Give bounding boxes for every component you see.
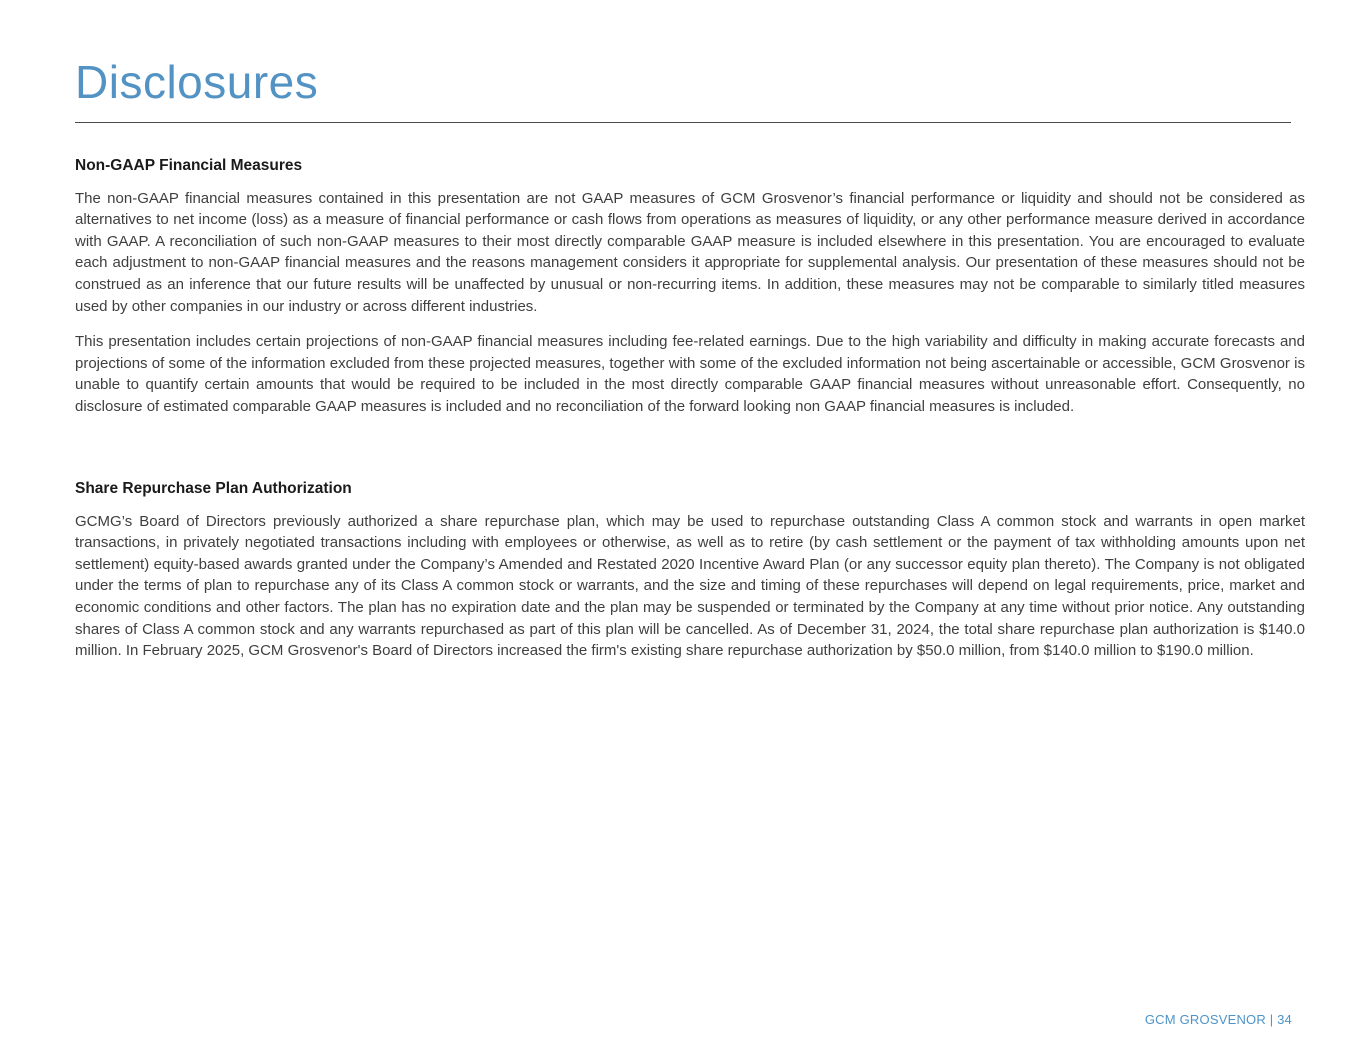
section-non-gaap-financial-measures: [75, 157, 1305, 418]
section-share-repurchase-plan: [75, 480, 1305, 662]
paragraph-non-gaap-2: This presentation includes certain projections of non-GAAP financial measures including fee-related earnings. Due to the high variability and difficulty in making accurate forecasts and projections of some of the information excluded from these projected measures, together with some of the excluded information not being ascertainable or accessible, GCM Grosvenor is unable to quantify certain amounts that would be required to be included in the most directly comparable GAAP financial measures without unreasonable effort. Consequently, no disclosure of estimated comparable GAAP measures is included and no reconciliation of the forward looking non GAAP financial measures is included.: [75, 333, 1305, 415]
title-divider: [75, 122, 1291, 123]
paragraph-non-gaap-1: The non-GAAP financial measures contained in this presentation are not GAAP measures of GCM Grosvenor’s financial performance or liquidity and should not be considered as alternatives to net income (loss) as a measure of financial performance or cash flows from operations as measures of liquidity, or any other performance measure derived in accordance with GAAP. A reconciliation of such non-GAAP measures to their most directly comparable GAAP measure is included elsewhere in this presentation. You are encouraged to evaluate each adjustment to non-GAAP financial measures and the reasons management considers it appropriate for supplemental analysis. Our presentation of these measures should not be construed as an inference that our future results will be unaffected by unusual or non-recurring items. In addition, these measures may not be comparable to similarly titled measures used by other companies in our industry or across different industries.: [75, 189, 1305, 315]
page-footer: GCM GROSVENOR | 34: [1144, 1012, 1292, 1027]
section-heading-share-repurchase: Share Repurchase Plan Authorization: [75, 479, 352, 497]
paragraph-share-repurchase-1: GCMG’s Board of Directors previously authorized a share repurchase plan, which may be used to repurchase outstanding Class A common stock and warrants in open market transactions, in privately negotiated transactions including with employees or otherwise, as well as to retire (by cash settlement or the payment of tax withholding amounts upon net settlement) equity-based awards granted under the Company’s Amended and Restated 2020 Incentive Award Plan (or any successor equity plan thereto). The Company is not obligated under the terms of plan to repurchase any of its Class A common stock or warrants, and the size and timing of these repurchases will depend on legal requirements, price, market and economic conditions and other factors. The plan has no expiration date and the plan may be suspended or terminated by the Company at any time without prior notice. Any outstanding shares of Class A common stock and any warrants repurchased as part of this plan will be cancelled. As of December 31, 2024, the total share repurchase plan authorization is $140.0 million. In February 2025, GCM Grosvenor's Board of Directors increased the firm's existing share repurchase authorization by $50.0 million, from $140.0 million to $190.0 million.: [75, 512, 1305, 660]
page-title: Disclosures: [75, 56, 319, 108]
section-heading-non-gaap: Non-GAAP Financial Measures: [75, 156, 303, 174]
